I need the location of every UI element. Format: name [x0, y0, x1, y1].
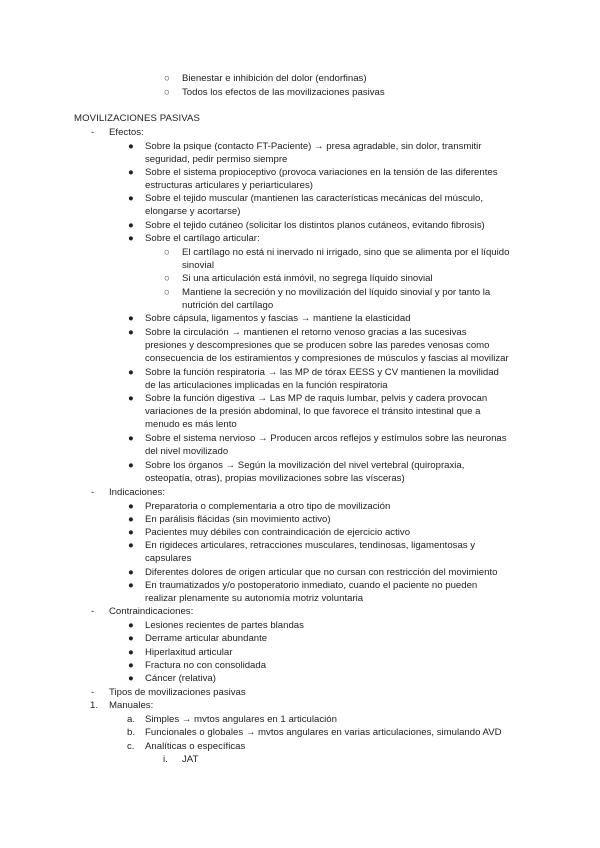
bullet-marker: ● [128, 433, 134, 444]
indicacion-5: Diferentes dolores de origen articular que no cursan con restricción del movimiento [145, 567, 498, 578]
bullet-marker: ● [128, 514, 134, 525]
bullet-marker: ● [128, 393, 134, 404]
letter-marker: a. [127, 714, 136, 725]
bullet-marker: ● [128, 193, 134, 204]
efecto-psique-1: Sobre la psique (contacto FT-Paciente) → presa agradable, sin dolor, transmitir [145, 141, 482, 152]
bullet-marker: ● [128, 580, 134, 591]
efecto-organos-1: Sobre los órganos → Según la movilización del nivel vertebral (quiropraxia, [145, 460, 465, 471]
efecto-digestiva-1: Sobre la función digestiva → Las MP de raquis lumbar, pelvis y cadera provocan [145, 393, 488, 404]
cartilago-sub-a-1: El cartílago no está ni inervado ni irrigado, sino que se alimenta por el líquido [182, 247, 510, 258]
cartilago-sub-b: Si una articulación está inmóvil, no segrega líquido sinovial [182, 273, 433, 284]
efecto-organos-2: osteopatía, otras), propias movilizaciones sobre las vísceras) [145, 473, 405, 484]
cartilago-sub-c-1: Mantiene la secreción y no movilización del líquido sinovial y por tanto la [182, 287, 491, 298]
dash-marker: - [91, 487, 95, 498]
indicacion-4-2: capsulares [145, 553, 192, 564]
bullet-marker: ● [128, 527, 134, 538]
efecto-respiratoria-1: Sobre la función respiratoria → las MP de tórax EESS y CV mantienen la movilidad [145, 367, 499, 378]
efecto-propio-2: estructuras articulares y periarticulares) [145, 180, 313, 191]
cartilago-sub-c-2: nutrición del cartílago [182, 300, 274, 311]
dash-marker: - [91, 127, 95, 138]
sub-item-efectos-pasivas: Todos los efectos de las movilizaciones pasivas [182, 87, 385, 98]
efecto-digestiva-2: variaciones de la presión abdominal, lo que favorece el tránsito intestinal que a [145, 406, 481, 417]
sub-bullet-circle: ○ [164, 73, 170, 84]
efecto-circulacion-3: consecuencia de los estiramientos y compresiones de músculos y fascias al movilizar [145, 353, 509, 364]
sub-bullet-circle: ○ [164, 247, 170, 258]
efecto-digestiva-3: menudo es más lento [145, 419, 237, 430]
efecto-muscular-2: elongarse y acortarse) [145, 206, 241, 217]
efecto-propio-1: Sobre el sistema propioceptivo (provoca variaciones en la tensión de las diferentes [145, 167, 498, 178]
contraindicacion-2: Derrame articular abundante [145, 633, 268, 644]
bullet-marker: ● [128, 673, 134, 684]
efectos-label: Efectos: [109, 127, 144, 138]
manual-c: Analíticas o específicas [145, 741, 246, 752]
bullet-marker: ● [128, 367, 134, 378]
efecto-nervioso-1: Sobre el sistema nervioso → Producen arcos reflejos y estímulos sobre las neuronas [145, 433, 507, 444]
indicacion-4-1: En rigideces articulares, retracciones musculares, tendinosas, ligamentosas y [145, 540, 476, 551]
bullet-marker: ● [128, 313, 134, 324]
efecto-muscular-1: Sobre el tejido muscular (mantienen las características mecánicas del músculo, [145, 193, 484, 204]
efecto-capsula: Sobre cápsula, ligamentos y fascias → mantiene la elasticidad [145, 313, 411, 324]
efecto-cutaneo: Sobre el tejido cutáneo (solicitar los distintos planos cutáneos, evitando fibrosis) [145, 220, 485, 231]
indicacion-6-1: En traumatizados y/o postoperatorio inmediato, cuando el paciente no pueden [145, 580, 478, 591]
indicacion-3: Pacientes muy débiles con contraindicación de ejercicio activo [145, 527, 411, 538]
dash-marker: - [91, 687, 95, 698]
bullet-marker: ● [128, 327, 134, 338]
numbered-marker: 1. [90, 700, 99, 711]
dash-marker: - [91, 606, 95, 617]
manuales-label: Manuales: [109, 700, 154, 711]
bullet-marker: ● [128, 501, 134, 512]
bullet-marker: ● [128, 567, 134, 578]
letter-marker: b. [127, 727, 136, 738]
efecto-nervioso-2: del nivel movilizado [145, 446, 229, 457]
efecto-respiratoria-2: de las articulaciones implicadas en la función respiratoria [145, 380, 388, 391]
bullet-marker: ● [128, 633, 134, 644]
indicacion-6-2: realizar plenamente su autonomía motriz voluntaria [145, 593, 364, 604]
contraindicaciones-label: Contraindicaciones: [109, 606, 194, 617]
bullet-marker: ● [128, 660, 134, 671]
manual-b: Funcionales o globales → mvtos angulares en varias articulaciones, simulando AVD [145, 727, 502, 738]
bullet-marker: ● [128, 233, 134, 244]
bullet-marker: ● [128, 647, 134, 658]
efecto-psique-2: seguridad, pedir permiso siempre [145, 154, 288, 165]
manual-c-i: JAT [182, 754, 199, 765]
contraindicacion-5: Cáncer (relativa) [145, 673, 216, 684]
efecto-cartilago: Sobre el cartílago articular: [145, 233, 260, 244]
roman-marker: i. [163, 754, 168, 765]
sub-bullet-circle: ○ [164, 87, 170, 98]
bullet-marker: ● [128, 460, 134, 471]
section-heading: MOVILIZACIONES PASIVAS [74, 113, 201, 124]
sub-item-bienestar: Bienestar e inhibición del dolor (endorfinas) [182, 73, 367, 84]
bullet-marker: ● [128, 141, 134, 152]
contraindicacion-3: Hiperlaxitud articular [145, 647, 233, 658]
indicaciones-label: Indicaciones: [109, 487, 165, 498]
contraindicacion-4: Fractura no con consolidada [145, 660, 267, 671]
efecto-circulacion-1: Sobre la circulación → mantienen el retorno venoso gracias a las sucesivas [145, 327, 467, 338]
bullet-marker: ● [128, 167, 134, 178]
sub-bullet-circle: ○ [164, 287, 170, 298]
tipos-label: Tipos de movilizaciones pasivas [109, 687, 246, 698]
efecto-circulacion-2: presiones y descompresiones que se producen sobre las paredes venosas como [145, 340, 490, 351]
bullet-marker: ● [128, 540, 134, 551]
manual-a: Simples → mvtos angulares en 1 articulación [145, 714, 337, 725]
contraindicacion-1: Lesiones recientes de partes blandas [145, 620, 304, 631]
bullet-marker: ● [128, 620, 134, 631]
indicacion-2: En parálisis flácidas (sin movimiento activo) [145, 514, 331, 525]
letter-marker: c. [127, 741, 135, 752]
cartilago-sub-a-2: sinovial [182, 260, 214, 271]
bullet-marker: ● [128, 220, 134, 231]
indicacion-1: Preparatoria o complementaria a otro tipo de movilización [145, 501, 391, 512]
sub-bullet-circle: ○ [164, 273, 170, 284]
